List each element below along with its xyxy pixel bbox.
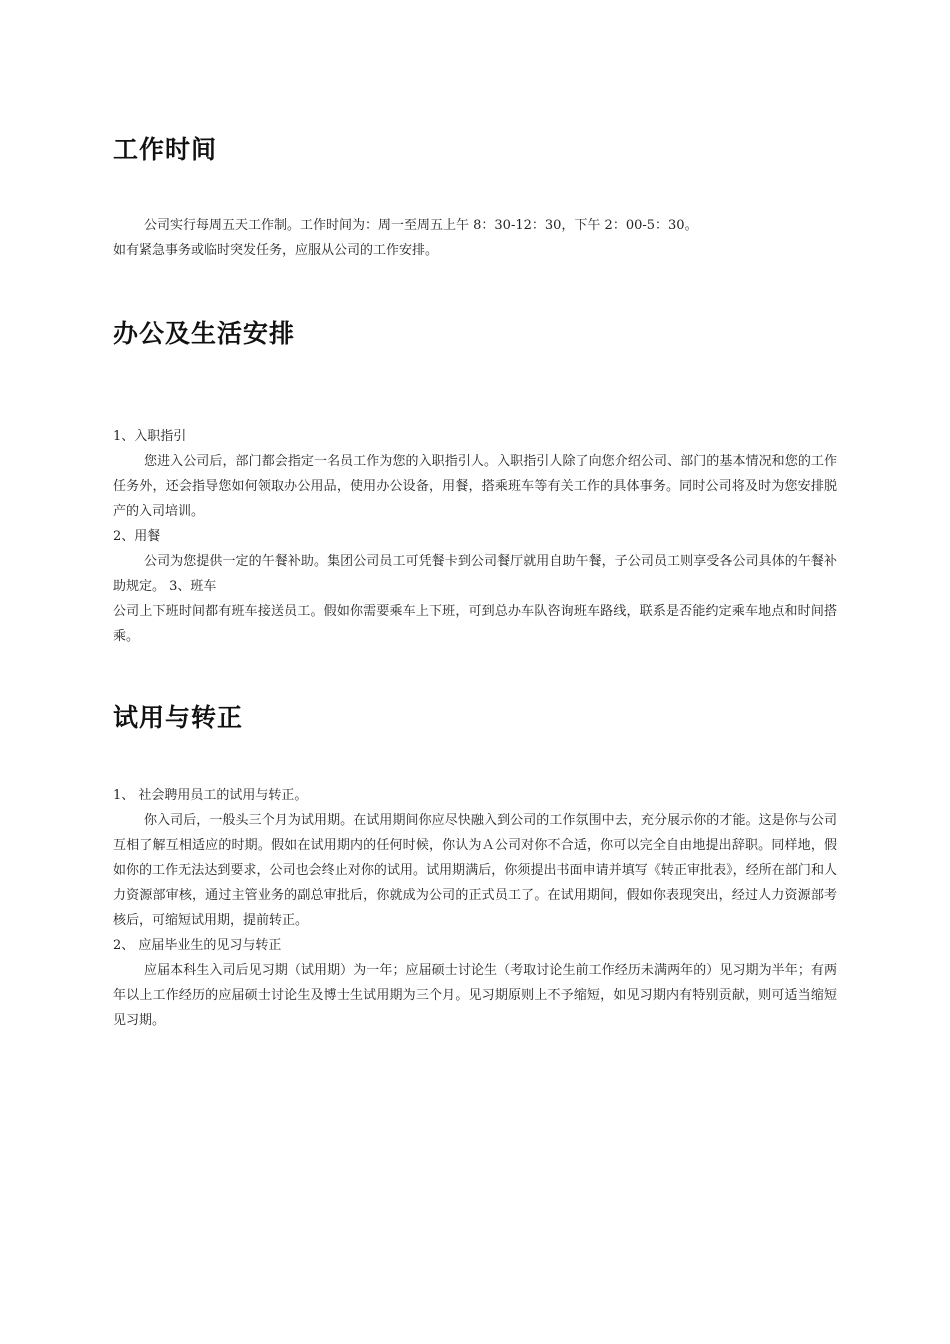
list-item-meals-title: 2、用餐: [113, 529, 161, 544]
shuttle-paragraph: 公司上下班时间都有班车接送员工。假如你需要乘车上下班，可到总办车队咨询班车路线，联系是否能约定乘车地点和时间搭乘。: [113, 604, 837, 644]
list-item-onboarding-title: 1、入职指引: [113, 429, 187, 444]
graduate-paragraph: 应届本科生入司后见习期（试用期）为一年；应届硕士讨论生（考取讨论生前工作经历未满两年的）见习期为半年；有两年以上工作经历的应届硕士讨论生及博士生试用期为三个月。见习期原则上不予缩短，如见习期内有特别贡献，则可适当缩短见习期。: [113, 963, 837, 1028]
onboarding-paragraph: 您进入公司后，部门都会指定一名员工作为您的入职指引人。入职指引人除了向您介绍公司、部门的基本情况和您的工作任务外，还会指导您如何领取办公用品，使用办公设备，用餐，搭乘班车等有关工作的具体事务。同时公司将及时为您安排脱产的入司培训。: [113, 454, 837, 519]
section-heading-work-hours: 工作时间: [113, 135, 218, 164]
list-item-graduate-title: 2、 应届毕业生的见习与转正: [113, 938, 282, 953]
work-hours-paragraph: 公司实行每周五天工作制。工作时间为：周一至周五上午 8：30-12：30，下午 2：00-5：30。: [144, 218, 698, 233]
section-heading-office-life: 办公及生活安排: [113, 319, 296, 348]
work-hours-emergency-paragraph: 如有紧急事务或临时突发任务，应服从公司的工作安排。: [113, 243, 439, 258]
meals-paragraph: 公司为您提供一定的午餐补助。集团公司员工可凭餐卡到公司餐厅就用自助午餐，子公司员工则享受各公司具体的午餐补助规定。 3、班车: [113, 554, 837, 594]
social-hire-paragraph: 你入司后，一般头三个月为试用期。在试用期间你应尽快融入到公司的工作氛围中去，充分展示你的才能。这是你与公司互相了解互相适应的时期。假如在试用期内的任何时候，你认为Ａ公司对你不合适，你可以完全自由地提出辞职。同样地，假如你的工作无法达到要求，公司也会终止对你的试用。试用期满后，你须提出书面申请并填写《转正审批表》，经所在部门和人力资源部审核，通过主管业务的副总审批后，你就成为公司的正式员工了。在试用期间，假如你表现突出，经过人力资源部考核后，可缩短试用期，提前转正。: [113, 813, 837, 928]
list-item-social-hire-title: 1、 社会聘用员工的试用与转正。: [113, 788, 308, 803]
section-heading-probation: 试用与转正: [113, 703, 244, 732]
